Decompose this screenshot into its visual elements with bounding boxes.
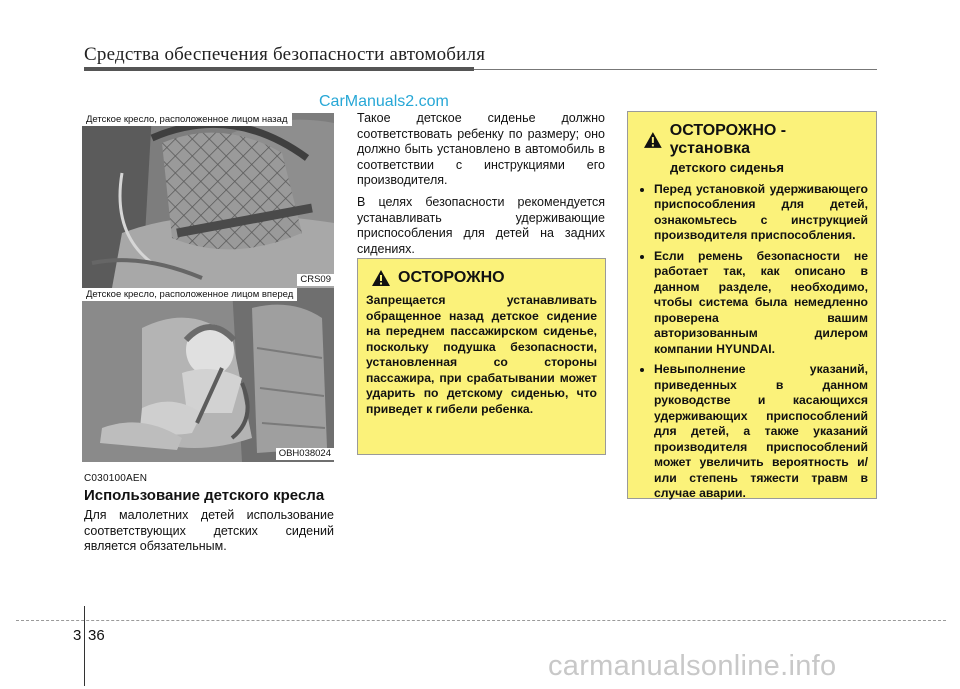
paragraph: Такое детское сиденье должно соответствовать ребенку по размеру; оно должно быть установлено в автомобиль в соответствии с инструкциями его производителя. (357, 111, 605, 188)
rear-facing-seat-illustration (82, 113, 334, 288)
page-title: Средства обеспечения безопасности автомобиля (84, 44, 486, 65)
footer-vertical-line (84, 606, 85, 686)
warning-title-text: ОСТОРОЖНО (398, 269, 505, 286)
page-number: 36 (88, 627, 105, 644)
site-watermark-link[interactable]: CarManuals2.com (319, 93, 449, 110)
section-heading: Использование детского кресла (84, 487, 325, 504)
warning-text: Запрещается устанавливать обращенное назад детское сидение на переднем пассажирском сиденье, поскольку подушка безопасности, установленная со стороны пассажира, при срабатывании может ударить по детскому сиденью, что приведет к гибели ребенка. (366, 293, 597, 416)
paragraph: В целях безопасности рекомендуется устанавливать удерживающие приспособления для детей на задних сидениях. (357, 194, 605, 256)
chapter-number: 3 (73, 627, 82, 644)
paragraph: Для малолетних детей использование соответствующих детских сидений является обязательным. (84, 508, 334, 554)
forward-facing-seat-figure (82, 288, 334, 462)
figure-code: CRS09 (297, 274, 334, 286)
warning-title (372, 269, 597, 287)
title-rule (84, 67, 474, 71)
warning-icon (372, 270, 390, 286)
figure-caption: Детское кресло, расположенное лицом вперед (82, 288, 297, 301)
section-code: C030100AEN (84, 473, 148, 484)
warning-subtitle: детского сиденья (670, 160, 784, 175)
figure-code: OBH038024 (276, 448, 334, 460)
warning-title-text: ОСТОРОЖНО - установка (669, 122, 787, 157)
footer-divider (16, 620, 946, 621)
list-item: • Перед установкой удерживающего приспособления для детей, ознакомьтесь с инструкцией производителя приспособления. (654, 182, 868, 244)
figure-caption: Детское кресло, расположенное лицом назад (82, 113, 292, 126)
intro-text (84, 508, 334, 561)
list-item: • Невыполнение указаний, приведенных в данном руководстве и касающихся удерживающих приспособлений для детей, а также указаний производителя приспособлений может увеличить вероятность и/или степень тяжести травм в случае аварии. (654, 362, 868, 502)
warning-icon (644, 132, 662, 148)
title-rule-thin (474, 69, 877, 70)
footer-watermark: carmanualsonline.info (548, 650, 837, 682)
warning-list (636, 182, 868, 502)
installation-warning-box (627, 111, 877, 499)
rear-facing-seat-figure (82, 113, 334, 288)
warning-box (357, 258, 606, 455)
middle-text (357, 111, 605, 263)
list-item: • Если ремень безопасности не работает так, как описано в данном разделе, необходимо, чтобы система была немедленно проверена вашим авторизованным дилером компании HYUNDAI. (654, 249, 868, 358)
forward-facing-seat-illustration (82, 288, 334, 462)
warning-title (644, 122, 868, 158)
